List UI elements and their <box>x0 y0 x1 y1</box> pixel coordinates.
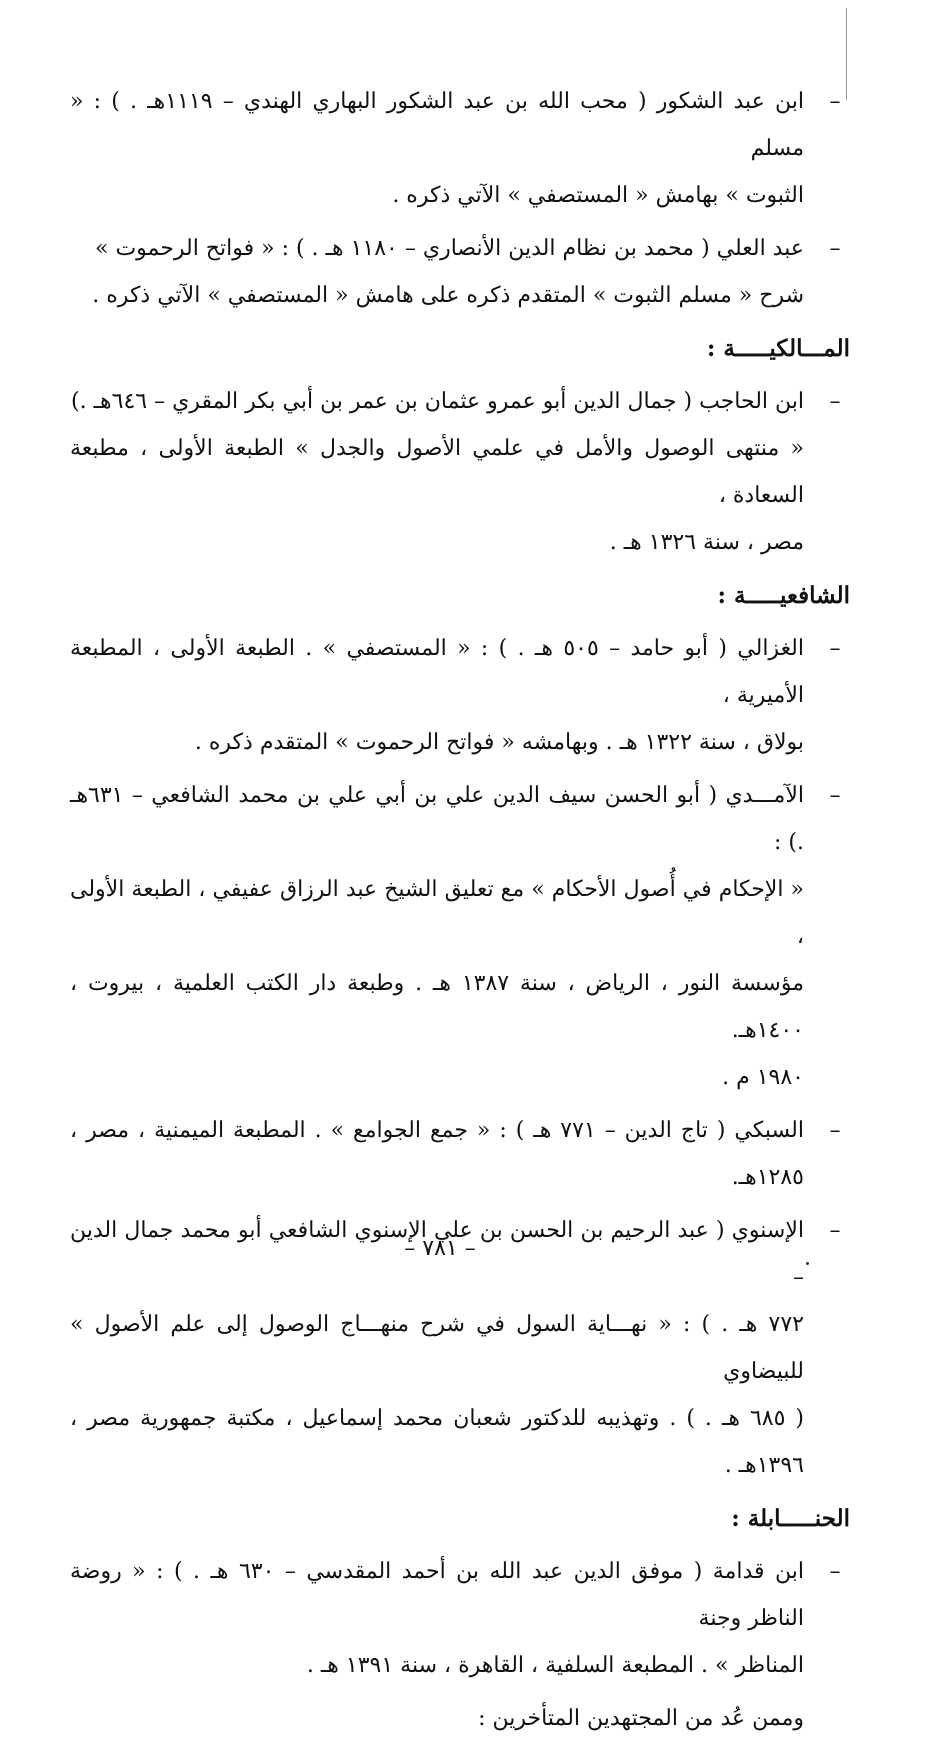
entry-line: شرح « مسلم الثبوت » المتقدم ذكره على هامش « المستصفي » الآتي ذكره . <box>92 283 804 308</box>
closing-paragraph: وممن عُد من المجتهدين المتأخرين : <box>478 1706 804 1731</box>
page-number: – ٧٨١ – <box>404 1236 476 1261</box>
entry-line: السبكي ( تاج الدين – ٧٧١ هـ ) : « جمع الجوامع » . المطبعة الميمنية ، مصر ، ١٢٨٥هـ. <box>70 1118 804 1190</box>
entry-line: ٧٧٢ هـ . ) : « نهـــاية السول في شرح منهـــاج الوصول إلى علم الأصول » للبيضاوي <box>70 1312 804 1384</box>
entry-line: بولاق ، سنة ١٣٢٢ هـ . وبهامشه « فواتح الرحموت » المتقدم ذكره . <box>194 730 804 755</box>
entry-line: الآمـــدي ( أبو الحسن سيف الدين علي بن أبي علي بن محمد الشافعي – ٦٣١هـ .) : <box>70 783 804 855</box>
entry-al-ghazali <box>70 625 850 766</box>
entry-ibn-qudama <box>70 1548 850 1689</box>
entry-line: ابن عبد الشكور ( محب الله بن عبد الشكور البهاري الهندي – ١١١٩هـ . ) : « مسلم <box>70 89 804 161</box>
entry-line: الغزالي ( أبو حامد – ٥٠٥ هـ . ) : « المستصفي » . الطبعة الأولى ، المطبعة الأميرية ، <box>70 636 804 708</box>
entry-dash: – <box>829 1559 841 1584</box>
entry-dash: – <box>829 1118 841 1143</box>
entry-line: ابن قدامة ( موفق الدين عبد الله بن أحمد المقدسي – ٦٣٠ هـ . ) : « روضة الناظر وجنة <box>70 1559 805 1631</box>
entry-line: مؤسسة النور ، الرياض ، سنة ١٣٨٧ هـ . وطبعة دار الكتب العلمية ، بيروت ، ١٤٠٠هـ. <box>70 971 804 1043</box>
entry-abd-al-ali <box>70 225 850 319</box>
entry-dash: – <box>829 236 841 261</box>
scan-speck <box>806 1262 809 1265</box>
entry-line: المناظر » . المطبعة السلفية ، القاهرة ، سنة ١٣٩١ هـ . <box>306 1653 804 1678</box>
section-heading-shafiiyya: الشافعيـــــة : <box>717 582 850 609</box>
entry-ibn-abd-al-shakur <box>70 78 850 219</box>
entry-dash: – <box>829 1218 841 1243</box>
entry-dash: – <box>829 783 841 808</box>
entry-dash: – <box>829 636 841 661</box>
section-heading-malikiyya: المـــالكيـــــة : <box>706 335 850 362</box>
entry-line: مصر ، سنة ١٣٢٦ هـ . <box>609 530 804 555</box>
entry-line: ( ٦٨٥ هـ . ) . وتهذيبه للدكتور شعبان محمد إسماعيل ، مكتبة جمهورية مصر ، ١٣٩٦هـ . <box>70 1406 805 1478</box>
entry-line: « منتهى الوصول والأمل في علمي الأصول والجدل » الطبعة الأولى ، مطبعة السعادة ، <box>70 436 804 508</box>
entry-line: ١٩٨٠ م . <box>722 1065 804 1090</box>
entry-line: الثبوت » بهامش « المستصفي » الآتي ذكره . <box>392 183 804 208</box>
entry-line: « الإحكام في أُصول الأحكام » مع تعليق الشيخ عبد الرزاق عفيفي ، الطبعة الأولى ، <box>70 877 804 949</box>
entry-line: الإسنوي ( عبد الرحيم بن الحسن بن علي الإسنوي الشافعي أبو محمد جمال الدين – <box>70 1218 804 1290</box>
entry-line: ابن الحاجب ( جمال الدين أبو عمرو عثمان بن عمر بن أبي بكر المقري – ٦٤٦هـ .) <box>71 389 804 414</box>
section-heading-hanabila: الحنـــــابلة : <box>731 1505 850 1532</box>
bibliography-content <box>70 78 850 1742</box>
entry-ibn-al-hajib <box>70 378 850 566</box>
entry-al-amidi <box>70 772 850 1101</box>
entry-al-subki <box>70 1107 850 1201</box>
entry-line: عبد العلي ( محمد بن نظام الدين الأنصاري – ١١٨٠ هـ . ) : « فواتح الرحموت » <box>95 236 804 261</box>
entry-dash: – <box>829 389 841 414</box>
entry-dash: – <box>829 89 841 114</box>
